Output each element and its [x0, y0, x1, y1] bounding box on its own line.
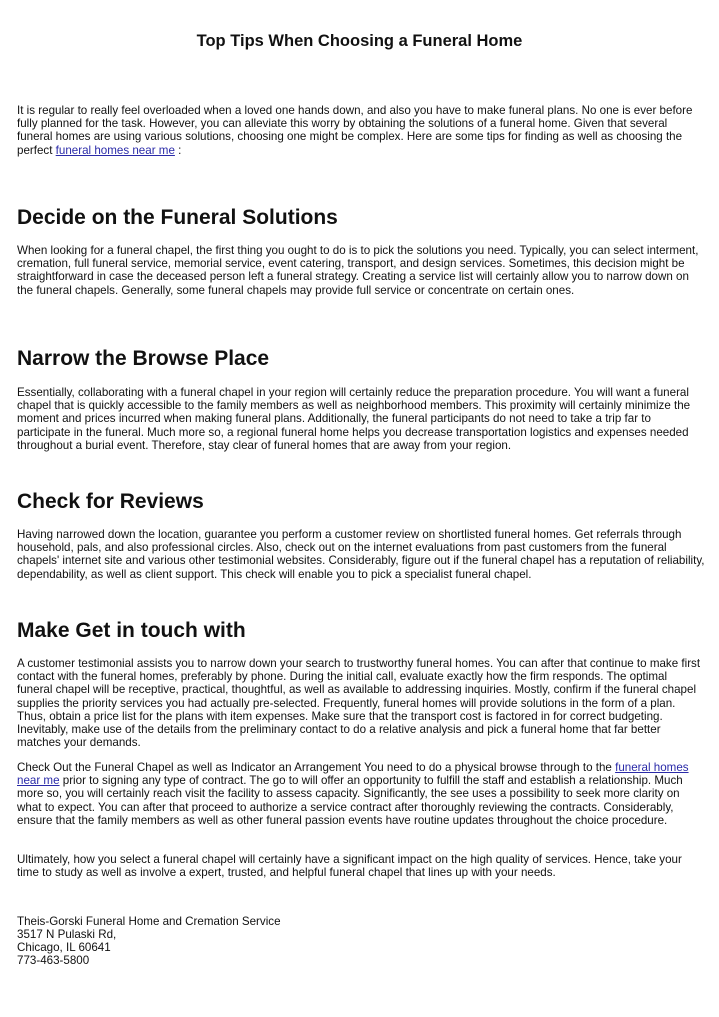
conclusion-paragraph: Ultimately, how you select a funeral chapel will certainly have a significant impact on the high quality of services. Hence, take your time to study as well as involve a expert, trusted, and helpful funeral chapel that lines up with your needs.: [17, 853, 682, 880]
section-body-reviews: Having narrowed down the location, guarantee you perform a customer review on shortlisted funeral homes. Get referrals through household, pals, and also professional circles. Also, check out on the internet evaluations from past customers from the funeral chapels' internet site and various other testimonial websites. Considerably, figure out if the funeral chapel has a reputation of reliability, dependability, as well as client support. This check will enable you to pick a specialist funeral chapel.: [17, 528, 705, 581]
intro-text: It is regular to really feel overloaded when a loved one hands down, and also you have to make funeral plans. No one is ever before fully planned for the task. However, you can alleviate this worry by obtaining the solutions of a funeral home. Given that several funeral homes are using various solutions, choosing one might be complex. Here are some tips for finding as well as choosing the perfect: [17, 104, 693, 157]
section-body-contact: A customer testimonial assists you to narrow down your search to trustworthy funeral homes. You can after that continue to make first contact with the funeral homes, preferably by phone. During the initial call, evaluate exactly how the firm responds. The optimal funeral chapel will be receptive, practical, thoughtful, as well as available to addressing inquiries. Mostly, confirm if the funeral chapel supplies the priority services you had actually pre-selected. Frequently, funeral homes will provide solutions in the form of a plan. Thus, obtain a price list for the plans with item expenses. Make sure that the transport cost is factored in for correct budgeting. Inevitably, make use of the details from the preliminary contact to do a relative analysis and pick a funeral home that far better matches your demands.: [17, 657, 701, 750]
intro-paragraph: [17, 104, 705, 157]
section-body-solutions: When looking for a funeral chapel, the first thing you ought to do is to pick the solutions you need. Typically, you can select interment, cremation, full funeral service, memorial service, event catering, transport, and design services. Sometimes, this decision might be straightforward in case the deceased person left a funeral strategy. Creating a service list will certainly allow you to narrow down on the funeral chapels. Generally, some funeral chapels may provide full service or concentrate on certain ones.: [17, 244, 699, 297]
phone-number: 773-463-5800: [17, 954, 90, 967]
section-heading-contact: Make Get in touch with: [17, 619, 246, 642]
section-heading-solutions: Decide on the Funeral Solutions: [17, 206, 338, 229]
page-title: Top Tips When Choosing a Funeral Home: [196, 32, 523, 50]
street-address: 3517 N Pulaski Rd,: [17, 928, 117, 941]
check-out-paragraph: [17, 761, 705, 827]
check-out-text: Check Out the Funeral Chapel as well as Indicator an Arrangement You need to do a physical browse through to the: [17, 761, 616, 774]
city-state-zip: Chicago, IL 60641: [17, 941, 111, 954]
section-body-browse-place: Essentially, collaborating with a funeral chapel in your region will certainly reduce the preparation procedure. You will want a funeral chapel that is quickly accessible to the family members as well as neighborhood members. This proximity will certainly minimize the moment and prices incurred when making funeral plans. Additionally, the funeral participants do not need to take a trip far to participate in the funeral. Much more so, a regional funeral home helps you decrease transportation logistics and expenses needed throughout a burial event. Therefore, stay clear of funeral homes that are away from your region.: [17, 386, 691, 452]
section-heading-reviews: Check for Reviews: [17, 490, 204, 513]
intro-funeral-homes-link[interactable]: funeral homes near me: [55, 143, 175, 157]
business-name: Theis-Gorski Funeral Home and Cremation Service: [17, 915, 281, 928]
intro-text-end: :: [174, 143, 182, 157]
check-out-funeral-homes-link[interactable]: funeral homes near me: [17, 761, 689, 788]
check-out-text-end: prior to signing any type of contract. The go to will offer an opportunity to fulfill the staff and establish a relationship. Much more so, you will certainly reach visit the facility to assess capacity. Significantly, the see uses a possibility to seek more clarity on what to expect. You can after that proceed to authorize a service contract after thoroughly reviewing the contracts. Considerably, ensure that the family members as well as other funeral passion events have routine updates throughout the choice procedure.: [17, 774, 683, 827]
section-heading-browse-place: Narrow the Browse Place: [17, 347, 270, 370]
